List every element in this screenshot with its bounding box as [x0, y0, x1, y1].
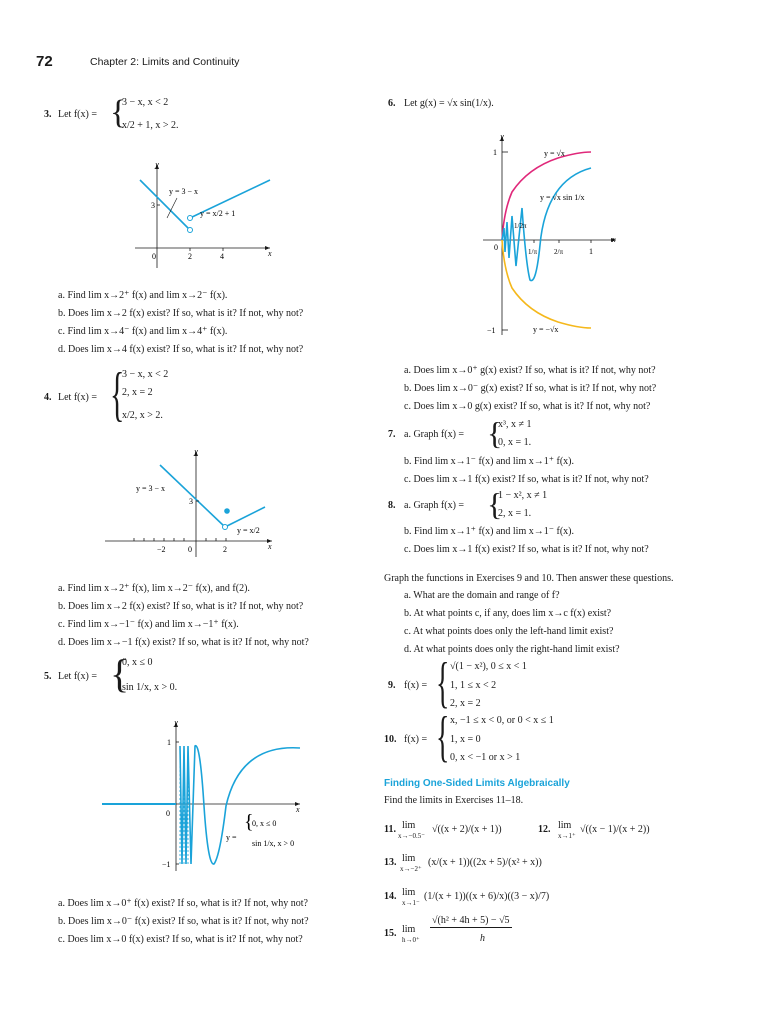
line-label-2: y = x/2 + 1	[200, 209, 236, 218]
tick-2-pi: 2/π	[554, 248, 563, 256]
limit-expression: (1/(x + 1))((x + 6)/x)((3 − x)/7)	[424, 891, 550, 902]
part-a: a. Graph f(x) =	[404, 429, 465, 440]
case-1: √(1 − x²), 0 ≤ x < 1	[450, 661, 527, 672]
svg-text:{: {	[244, 811, 254, 833]
y-axis-label: y	[194, 447, 198, 456]
tick-2: 2	[223, 545, 227, 554]
case-2: x/2 + 1, x > 2.	[122, 120, 179, 131]
case-3: x/2, x > 2.	[122, 410, 163, 421]
tick-m1: −1	[487, 326, 496, 335]
tick-1: 1	[167, 738, 171, 747]
part-d: d. Does lim x→4 f(x) exist? If so, what is it? If not, why not?	[58, 344, 304, 355]
instructions-text: Graph the functions in Exercises 9 and 10. Then answer these questions.	[384, 573, 674, 584]
fraction-denominator: h	[480, 933, 485, 944]
y-axis-label: y	[155, 160, 159, 169]
exercise-number: 4.	[44, 392, 52, 403]
part-c: c. Does lim x→0 g(x) exist? If so, what is it? If not, why not?	[404, 401, 651, 412]
y-axis-label: y	[174, 718, 178, 727]
brace: {	[436, 706, 450, 768]
tick-2: 2	[188, 252, 192, 261]
part-a: a. Graph f(x) =	[404, 500, 465, 511]
exercise-number: 9.	[388, 680, 396, 691]
fraction-numerator: √(h² + 4h + 5) − √5	[432, 915, 510, 926]
limit-word: lim	[402, 853, 416, 864]
label-sqrt: y = √x	[544, 149, 565, 158]
limit-expression: √((x + 2)/(x + 1))	[432, 824, 502, 835]
line-label-1: y = 3 − x	[136, 484, 166, 493]
tick-y-3: 3	[151, 201, 155, 210]
limit-subscript: x→1⁻	[402, 899, 420, 907]
part-b: b. Does lim x→2 f(x) exist? If so, what is it? If not, why not?	[58, 308, 304, 319]
limit-expression: (x/(x + 1))((2x + 5)/(x² + x))	[428, 857, 542, 868]
limit-word: lim	[558, 820, 572, 831]
part-a: a. Find lim x→2⁺ f(x) and lim x→2⁻ f(x).	[58, 290, 228, 301]
question-a: a. What are the domain and range of f?	[404, 590, 560, 601]
legend-y: y =	[226, 833, 237, 842]
case-3: 0, x < −1 or x > 1	[450, 752, 521, 763]
exercise-3-graph	[120, 160, 280, 270]
exercise-4-graph	[100, 447, 280, 562]
part-c: c. Find lim x→−1⁻ f(x) and lim x→−1⁺ f(x).	[58, 619, 239, 630]
brace: {	[436, 652, 450, 714]
exercise-number: 14.	[384, 891, 397, 902]
label-product: y = √x sin 1/x	[540, 193, 585, 202]
tick-0: 0	[152, 252, 156, 261]
case-1: 3 − x, x < 2	[122, 369, 169, 380]
x-axis-label: x	[268, 542, 272, 551]
exercise-number: 10.	[384, 734, 397, 745]
exercise-number: 8.	[388, 500, 396, 511]
case-1: x³, x ≠ 1	[498, 419, 532, 430]
limit-expression: √((x − 1)/(x + 2))	[580, 824, 650, 835]
label-neg-sqrt: y = −√x	[533, 325, 559, 334]
question-d: d. At what points does only the right-hand limit exist?	[404, 644, 620, 655]
section-title: Finding One-Sided Limits Algebraically	[384, 778, 570, 789]
case-1: 0, x ≤ 0	[122, 657, 153, 668]
tick-m2: −2	[157, 545, 166, 554]
part-c: c. Find lim x→4⁻ f(x) and lim x→4⁺ f(x).	[58, 326, 228, 337]
exercise-number: 7.	[388, 429, 396, 440]
x-axis-label: x	[268, 249, 272, 258]
brace: {	[487, 415, 503, 451]
part-b: b. Does lim x→0⁻ g(x) exist? If so, what is it? If not, why not?	[404, 383, 657, 394]
exercise-number: 12.	[538, 824, 551, 835]
exercise-intro: f(x) =	[404, 734, 428, 745]
tick-0: 0	[494, 243, 498, 252]
tick-0: 0	[166, 809, 170, 818]
legend-case-1: 0, x ≤ 0	[252, 819, 277, 828]
limit-subscript: x→−0.5⁻	[398, 832, 425, 840]
exercise-intro: Let f(x) =	[58, 671, 97, 682]
x-axis-label: x	[296, 805, 300, 814]
limit-word: lim	[402, 924, 416, 935]
brace: {	[110, 651, 130, 696]
exercise-6-graph	[478, 130, 638, 345]
question-b: b. At what points c, if any, does lim x→c f(x) exist?	[404, 608, 612, 619]
part-b: b. Find lim x→1⁻ f(x) and lim x→1⁺ f(x).	[404, 456, 574, 467]
brace: {	[110, 361, 125, 427]
brace: {	[487, 486, 503, 522]
tick-0: 0	[188, 545, 192, 554]
page-number: 72	[36, 53, 53, 70]
y-axis-label: y	[500, 132, 504, 141]
exercise-number: 3.	[44, 109, 52, 120]
case-1: 3 − x, x < 2	[122, 97, 169, 108]
part-a: a. Does lim x→0⁺ g(x) exist? If so, what is it? If not, why not?	[404, 365, 656, 376]
limit-word: lim	[402, 820, 416, 831]
exercise-number: 6.	[388, 98, 396, 109]
case-2: 2, x = 2	[122, 387, 153, 398]
case-2: 1, 1 ≤ x < 2	[450, 680, 497, 691]
part-c: c. Does lim x→1 f(x) exist? If so, what is it? If not, why not?	[404, 474, 649, 485]
brace: {	[110, 94, 127, 131]
x-axis-label: x	[612, 235, 616, 244]
exercise-intro: Let f(x) =	[58, 109, 97, 120]
case-2: 1, x = 0	[450, 734, 481, 745]
line-label-1: y = 3 − x	[169, 187, 199, 196]
case-1: x, −1 ≤ x < 0, or 0 < x ≤ 1	[450, 715, 554, 726]
part-b: b. Find lim x→1⁺ f(x) and lim x→1⁻ f(x).	[404, 526, 574, 537]
part-d: d. Does lim x→−1 f(x) exist? If so, what is it? If not, why not?	[58, 637, 309, 648]
exercise-5-graph	[100, 716, 330, 876]
exercise-number: 5.	[44, 671, 52, 682]
exercise-number: 11.	[384, 824, 396, 835]
part-c: c. Does lim x→1 f(x) exist? If so, what is it? If not, why not?	[404, 544, 649, 555]
case-3: 2, x = 2	[450, 698, 481, 709]
case-2: 0, x = 1.	[498, 437, 532, 448]
chapter-title: Chapter 2: Limits and Continuity	[90, 56, 240, 68]
tick-4: 4	[220, 252, 224, 261]
tick-1-pi: 1/π	[528, 248, 537, 256]
tick-x-1: 1	[589, 247, 593, 256]
legend-case-2: sin 1/x, x > 0	[252, 839, 295, 848]
case-1: 1 − x², x ≠ 1	[498, 490, 548, 501]
tick-1: 1	[493, 148, 497, 157]
question-c: c. At what points does only the left-hand limit exist?	[404, 626, 614, 637]
limit-subscript: x→1⁺	[558, 832, 576, 840]
tick-m1: −1	[162, 860, 171, 869]
tick-y-3: 3	[189, 497, 193, 506]
section-subtitle: Find the limits in Exercises 11–18.	[384, 795, 524, 806]
tick-1-2pi: 1/2π	[514, 222, 527, 230]
part-a: a. Find lim x→2⁺ f(x), lim x→2⁻ f(x), and f(2).	[58, 583, 250, 594]
exercise-number: 15.	[384, 928, 397, 939]
part-b: b. Does lim x→0⁻ f(x) exist? If so, what is it? If not, why not?	[58, 916, 309, 927]
exercise-intro: f(x) =	[404, 680, 428, 691]
part-b: b. Does lim x→2 f(x) exist? If so, what is it? If not, why not?	[58, 601, 304, 612]
case-2: sin 1/x, x > 0.	[122, 682, 178, 693]
line-label-2: y = x/2	[237, 526, 260, 535]
limit-subscript: h→0⁺	[402, 936, 420, 944]
limit-word: lim	[402, 887, 416, 898]
part-a: a. Does lim x→0⁺ f(x) exist? If so, what is it? If not, why not?	[58, 898, 308, 909]
case-2: 2, x = 1.	[498, 508, 532, 519]
limit-subscript: x→−2⁺	[400, 865, 422, 873]
exercise-number: 13.	[384, 857, 397, 868]
part-c: c. Does lim x→0 f(x) exist? If so, what is it? If not, why not?	[58, 934, 303, 945]
exercise-intro: Let f(x) =	[58, 392, 97, 403]
exercise-intro: Let g(x) = √x sin(1/x).	[404, 98, 494, 109]
